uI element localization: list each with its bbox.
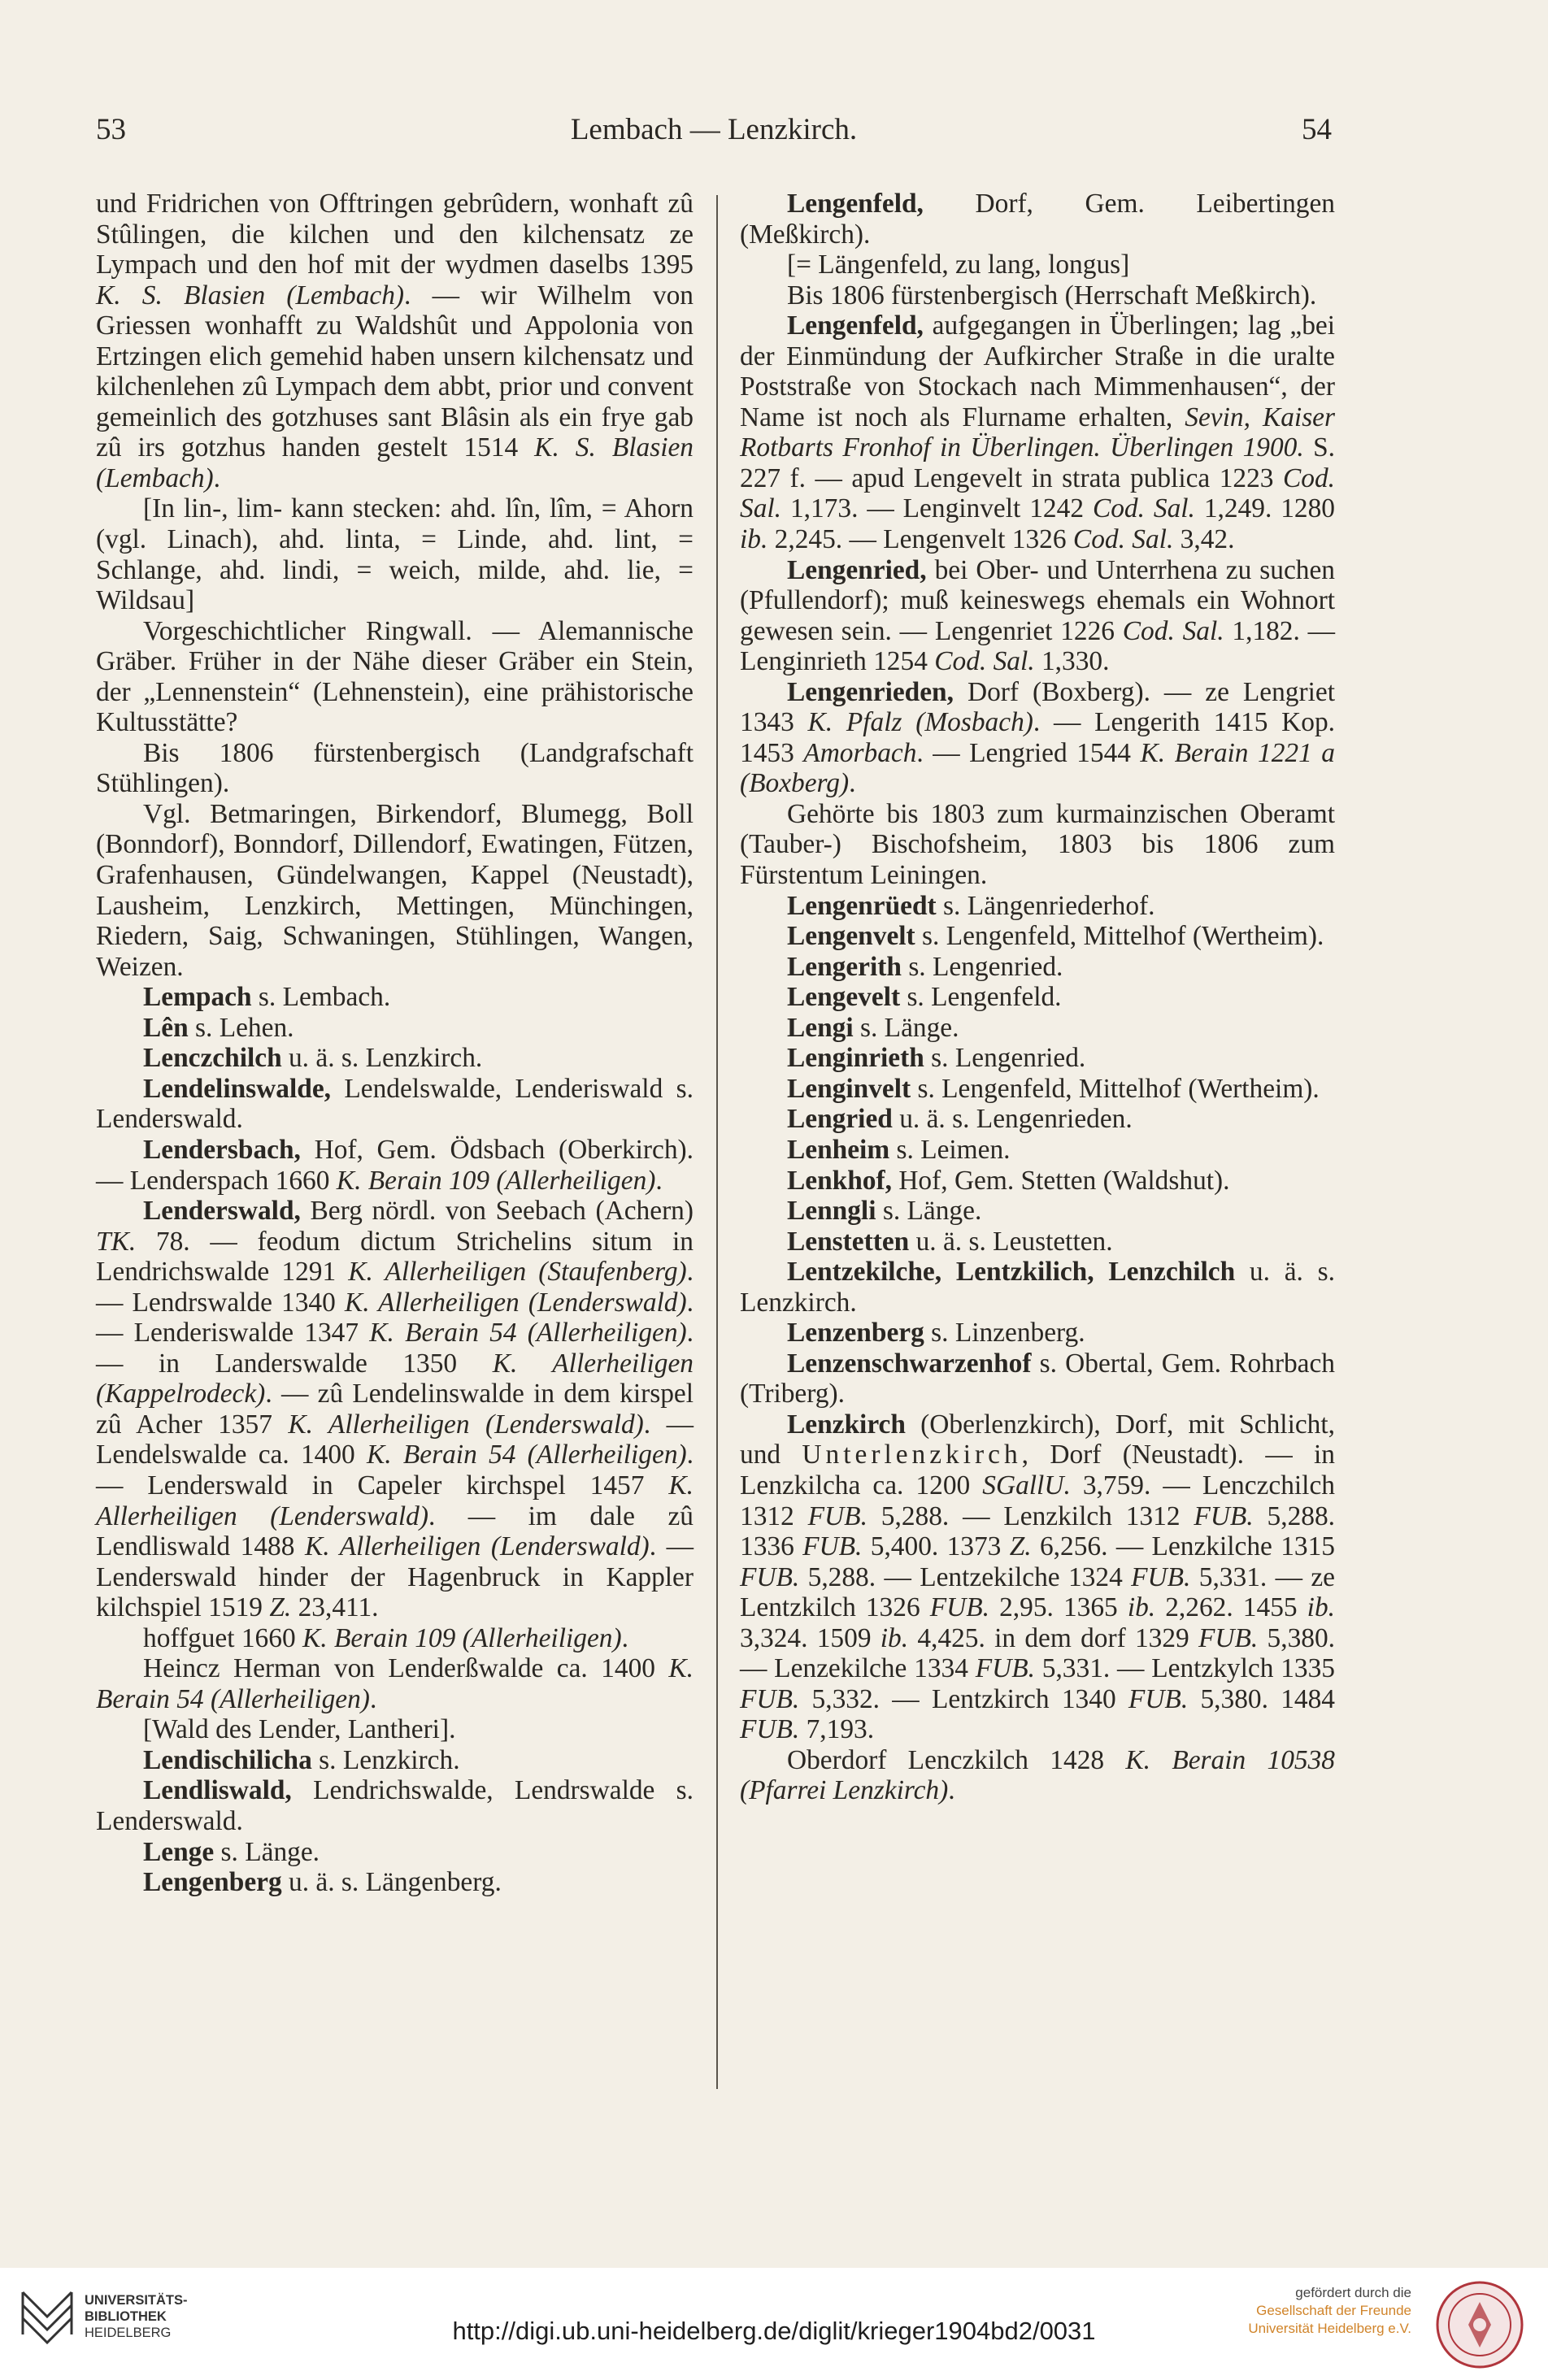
entry-text: u. ä. s. Längenberg. bbox=[281, 1867, 502, 1898]
entry-headword: Lenheim bbox=[787, 1134, 890, 1165]
university-seal-icon bbox=[1434, 2279, 1525, 2370]
entry-text: u. ä. s. Lenzkirch. bbox=[281, 1043, 483, 1074]
entry-text: s. Lenzkirch. bbox=[311, 1744, 460, 1775]
entry-headword: Lenge bbox=[143, 1836, 215, 1867]
source-citation: K. S. Blasien (Lembach) bbox=[96, 280, 405, 311]
entry-headword: Lendelinswalde, bbox=[143, 1073, 331, 1104]
entry-headword: Lengenvelt bbox=[787, 921, 915, 952]
entry-text: Vgl. Betmaringen, Birkendorf, Blumegg, Boll (Bonndorf), Bonndorf, Dillendorf, Ewatingen, Fützen, Grafenhausen, Gündelwangen, Kappel (Neustadt), Lausheim, Lenzkirch, Mettingen, Münchingen, Riedern, Saig, Schwaningen, Stühlingen, Wangen, Weizen. bbox=[96, 798, 694, 982]
source-citation: FUB. bbox=[1194, 1501, 1254, 1531]
source-citation: FUB. bbox=[807, 1501, 867, 1531]
entry-text: s. Lengenfeld. bbox=[900, 982, 1062, 1013]
entry-paragraph bbox=[740, 1257, 1335, 1318]
entry-text: hoffguet 1660 bbox=[143, 1622, 302, 1653]
entry-paragraph bbox=[740, 1043, 1335, 1074]
entry-text: . bbox=[369, 1683, 377, 1714]
entry-headword: Lenstetten bbox=[787, 1226, 910, 1257]
source-citation: K. S. Blasien (Lembach) bbox=[96, 432, 694, 493]
entry-paragraph bbox=[96, 1714, 694, 1745]
library-name-line2: BIBLIOTHEK bbox=[85, 2309, 167, 2324]
entry-text: u. ä. s. Lengenrieden. bbox=[892, 1104, 1133, 1135]
entry-paragraph bbox=[740, 921, 1335, 952]
entry-text: 5,380. — Lenzekilche 1334 bbox=[740, 1622, 1336, 1684]
entry-headword: Lengenrieden, bbox=[787, 676, 954, 707]
source-citation: K. Berain 109 (Allerheiligen) bbox=[336, 1165, 656, 1196]
entry-text: 2,245. — Lengenvelt 1326 bbox=[767, 524, 1073, 555]
source-citation: ib. bbox=[1307, 1592, 1335, 1623]
entry-headword: Lenzkirch bbox=[787, 1409, 906, 1440]
entry-paragraph bbox=[740, 1135, 1335, 1166]
entry-headword: Lenginrieth bbox=[787, 1043, 924, 1074]
entry-text: 5,400. 1373 bbox=[862, 1531, 1010, 1562]
entry-headword: Lên bbox=[143, 1012, 189, 1043]
source-citation: ib. bbox=[880, 1622, 909, 1653]
entry-headword: Lenzenberg bbox=[787, 1318, 924, 1349]
entry-text: . — in Landerswalde 1350 bbox=[96, 1318, 694, 1379]
entry-text: Gehörte bis 1803 zum kurmainzischen Oberamt (Tauber-) Bischofsheim, 1803 bis 1806 zum Fürstentum Leiningen. bbox=[740, 798, 1335, 891]
source-citation: K. Allerheiligen (Lenderswald) bbox=[344, 1287, 687, 1318]
entry-headword: Lengi bbox=[787, 1012, 854, 1043]
source-citation: K. Allerheiligen (Lenderswald) bbox=[288, 1409, 644, 1440]
spaced-name: Unterlenzkirch bbox=[802, 1440, 1022, 1470]
entry-text: . — Lenderswald in Capeler kirchspel 1457 bbox=[96, 1440, 694, 1501]
entry-headword: Lenginvelt bbox=[787, 1073, 911, 1104]
entry-paragraph bbox=[96, 1867, 694, 1898]
source-citation: K. Allerheiligen (Kappelrodeck) bbox=[96, 1348, 694, 1409]
entry-text: 5,380. 1484 bbox=[1188, 1683, 1335, 1714]
entry-text: 1,173. — Lenginvelt 1242 bbox=[781, 493, 1093, 524]
page-number-right: 54 bbox=[1302, 113, 1332, 146]
entry-text: 5,288. — Lenzkilch 1312 bbox=[867, 1501, 1194, 1531]
entry-text: 7,193. bbox=[799, 1714, 875, 1745]
entry-text: aufgegangen in Überlingen; lag „bei der Einmündung der Aufkircher Straße in die uralte Poststraße von Stockach nach Mimmenhausen“, der Name ist noch als Flurname erhalten, bbox=[740, 311, 1335, 432]
entry-text: s. Länge. bbox=[853, 1012, 959, 1043]
entry-paragraph bbox=[740, 982, 1335, 1013]
entry-text: s. Leimen. bbox=[889, 1134, 1011, 1165]
entry-text: . — Lenderiswalde 1347 bbox=[96, 1287, 694, 1349]
entry-headword: Lenzenschwarzenhof bbox=[787, 1348, 1032, 1379]
entry-headword: Lengenfeld, bbox=[787, 189, 924, 219]
entry-paragraph bbox=[96, 1196, 694, 1623]
source-citation: K. Allerheiligen (Staufenberg) bbox=[348, 1257, 687, 1288]
entry-text: 78. — feodum dictum Strichelins situm in Lendrichswalde 1291 bbox=[96, 1226, 694, 1288]
entry-text: Heincz Herman von Lenderßwalde ca. 1400 bbox=[143, 1653, 669, 1684]
entry-text: 5,331. — Lentzkylch 1335 bbox=[1034, 1653, 1335, 1684]
entry-text: 1,182. — Lenginrieth 1254 bbox=[740, 615, 1336, 677]
entry-paragraph bbox=[96, 738, 694, 799]
right-column bbox=[740, 189, 1335, 1806]
entry-text: 3,324. 1509 bbox=[740, 1622, 881, 1653]
source-citation: K. Berain 54 (Allerheiligen) bbox=[367, 1440, 687, 1470]
entry-text: (Oberlenzkirch), Dorf, mit Schlicht, und bbox=[740, 1409, 1335, 1470]
entry-paragraph bbox=[96, 982, 694, 1013]
entry-text: Lendrichswalde, Lendrswalde s. Lenderswald. bbox=[96, 1775, 694, 1836]
source-citation: FUB. bbox=[1128, 1683, 1189, 1714]
source-citation: ib. bbox=[1127, 1592, 1156, 1623]
entry-text: 6,256. — Lenzkilche 1315 bbox=[1031, 1531, 1335, 1562]
entry-text: bei Ober- und Unterrhena zu suchen (Pfullendorf); muß keineswegs ehemals ein Wohnort gewesen sein. — Lengenriet 1226 bbox=[740, 554, 1335, 646]
entry-paragraph bbox=[740, 1166, 1335, 1197]
entry-text: . bbox=[213, 463, 221, 493]
entry-text: s. Lembach. bbox=[251, 982, 391, 1013]
entry-paragraph bbox=[740, 1104, 1335, 1135]
entry-headword: Lengenberg bbox=[143, 1867, 282, 1898]
entry-text: Hof, Gem. Stetten (Waldshut). bbox=[891, 1165, 1230, 1196]
entry-text: s. Lengenfeld, Mittelhof (Wertheim). bbox=[915, 921, 1324, 952]
entry-text: 2,262. 1455 bbox=[1155, 1592, 1307, 1623]
source-citation: FUB. bbox=[740, 1683, 800, 1714]
entry-text: 5,288. 1336 bbox=[740, 1501, 1335, 1562]
entry-text: S. 227 f. — apud Lengevelt in strata publica 1223 bbox=[740, 432, 1336, 493]
entry-text: 5,288. — Lentzekilche 1324 bbox=[799, 1561, 1132, 1592]
entry-text: s. Lengenried. bbox=[901, 951, 1063, 982]
library-name-line3: HEIDELBERG bbox=[85, 2326, 172, 2340]
entry-text: [Wald des Lender, Lantheri]. bbox=[143, 1714, 456, 1745]
source-citation: Z. bbox=[269, 1592, 292, 1623]
entry-paragraph bbox=[740, 250, 1335, 280]
entry-paragraph bbox=[96, 1135, 694, 1196]
column-divider bbox=[716, 195, 718, 2089]
entry-headword: Lenngli bbox=[787, 1196, 876, 1227]
entry-paragraph bbox=[96, 799, 694, 982]
entry-paragraph bbox=[740, 799, 1335, 891]
source-citation: Cod. Sal. bbox=[934, 646, 1035, 677]
entry-text: 5,331. — ze Lentzkilch 1326 bbox=[740, 1561, 1335, 1623]
entry-paragraph bbox=[96, 1775, 694, 1836]
entry-headword: Lendliswald, bbox=[143, 1775, 292, 1806]
sponsor-name-line1: Gesellschaft der Freunde bbox=[1256, 2303, 1411, 2318]
entry-headword: Lenczchilch bbox=[143, 1043, 282, 1074]
entry-text: Dorf, Gem. Leibertingen (Meßkirch). bbox=[740, 189, 1335, 250]
entry-text: . bbox=[849, 768, 856, 799]
entry-paragraph bbox=[740, 280, 1335, 311]
source-citation: FUB. bbox=[1131, 1561, 1191, 1592]
digital-library-footer bbox=[0, 2268, 1548, 2380]
entry-text: Berg nördl. von Seebach (Achern) bbox=[300, 1196, 694, 1227]
entry-text: 23,411. bbox=[291, 1592, 379, 1623]
entry-text: 2,95. 1365 bbox=[989, 1592, 1128, 1623]
running-title: Lembach — Lenzkirch. bbox=[570, 113, 858, 146]
source-citation: TK. bbox=[96, 1226, 137, 1257]
entry-paragraph bbox=[740, 1074, 1335, 1105]
entry-text: . — wir Wilhelm von Griessen wonhafft zu Waldshût und Appolonia von Ertzingen elich gemehid haben unsern kilchensatz und kilchenlehen zû Lympach dem abbt, prior und convent gemeinlich des gotzhuses sant Blâsin als ein frye gab zû irs gotzhus handen gestelt 1514 bbox=[96, 280, 694, 463]
source-citation: SGallU. bbox=[982, 1470, 1071, 1501]
source-citation: FUB. bbox=[975, 1653, 1035, 1684]
entry-paragraph bbox=[740, 1013, 1335, 1044]
source-citation: Cod. Sal. bbox=[1092, 493, 1195, 524]
entry-headword: Lendischilicha bbox=[143, 1744, 312, 1775]
entry-text: . — Lendelswalde ca. 1400 bbox=[96, 1409, 694, 1470]
entry-paragraph bbox=[96, 493, 694, 615]
source-citation: K. Allerheiligen (Lenderswald) bbox=[96, 1470, 694, 1531]
entry-text: Dorf (Boxberg). — ze Lengriet 1343 bbox=[740, 676, 1335, 738]
sponsor-name-line2: Universität Heidelberg e.V. bbox=[1248, 2321, 1411, 2336]
entry-text: Lendelswalde, Lenderiswald s. Lenderswald. bbox=[96, 1073, 694, 1135]
source-citation: Z. bbox=[1009, 1531, 1032, 1562]
entry-paragraph bbox=[740, 1318, 1335, 1349]
entry-text: Vorgeschichtlicher Ringwall. — Alemannische Gräber. Früher in der Nähe dieser Gräber ein Stein, der „Lennenstein“ (Lehnenstein), eine prähistorische Kultusstätte? bbox=[96, 615, 694, 738]
entry-paragraph bbox=[740, 1349, 1335, 1409]
page-header bbox=[96, 112, 1332, 153]
source-citation: Sevin, Kaiser Rotbarts Fronhof in Überlingen. Überlingen 1900. bbox=[740, 402, 1335, 463]
entry-text: 3,42. bbox=[1173, 524, 1235, 555]
entry-paragraph bbox=[96, 616, 694, 738]
source-citation: K. Pfalz (Mosbach) bbox=[807, 707, 1033, 738]
entry-text: s. Länge. bbox=[214, 1836, 320, 1867]
source-citation: Cod. Sal. bbox=[1072, 524, 1174, 555]
entry-paragraph bbox=[740, 1745, 1335, 1806]
source-citation: K. Berain 109 (Allerheiligen) bbox=[302, 1622, 622, 1653]
entry-headword: Lengenried, bbox=[787, 554, 927, 585]
entry-headword: Lendersbach, bbox=[143, 1134, 301, 1165]
entry-paragraph bbox=[740, 189, 1335, 250]
entry-text: . — zû Lendelinswalde in dem kirspel zû Acher 1357 bbox=[96, 1379, 694, 1440]
entry-headword: Lempach bbox=[143, 982, 252, 1013]
entry-text: , Dorf (Neustadt). — in Lenzkilcha ca. 1200 bbox=[740, 1440, 1336, 1501]
source-citation: FUB. bbox=[929, 1592, 989, 1623]
entry-headword: Lenderswald, bbox=[143, 1196, 301, 1227]
entry-headword: Lengevelt bbox=[787, 982, 901, 1013]
entry-text: s. Linzenberg. bbox=[924, 1318, 1085, 1349]
entry-text: und Fridrichen von Offtringen gebrûdern, wonhaft zû Stûlingen, die kilchen und den kilchensatz ze Lympach und den hof mit der wydmen daselbs 1395 bbox=[96, 189, 694, 280]
source-citation: FUB. bbox=[740, 1714, 800, 1745]
sponsor-prefix: gefördert durch die bbox=[1295, 2285, 1411, 2300]
left-column bbox=[96, 189, 694, 1898]
entry-text: . bbox=[655, 1165, 663, 1196]
source-citation: FUB. bbox=[802, 1531, 863, 1562]
entry-text: Bis 1806 fürstenbergisch (Herrschaft Meßkirch). bbox=[787, 280, 1317, 311]
entry-text: 1,330. bbox=[1034, 646, 1110, 677]
entry-paragraph bbox=[740, 952, 1335, 983]
library-name-line1: UNIVERSITÄTS- bbox=[85, 2293, 188, 2308]
entry-text: s. Obertal, Gem. Rohrbach (Triberg). bbox=[740, 1348, 1335, 1409]
entry-paragraph bbox=[96, 1074, 694, 1135]
entry-text: 3,759. — Lenczchilch 1312 bbox=[740, 1470, 1335, 1531]
source-citation: K. Berain 1221 a (Boxberg) bbox=[740, 737, 1335, 799]
entry-paragraph bbox=[96, 1013, 694, 1044]
source-citation: Cod. Sal. bbox=[740, 463, 1335, 524]
entry-paragraph bbox=[96, 1623, 694, 1654]
entry-headword: Lenkhof, bbox=[787, 1165, 892, 1196]
entry-paragraph bbox=[740, 1409, 1335, 1745]
source-citation: FUB. bbox=[740, 1561, 800, 1592]
entry-paragraph bbox=[96, 1745, 694, 1776]
page-number-left: 53 bbox=[96, 113, 126, 146]
entry-text: u. ä. s. Leustetten. bbox=[909, 1226, 1113, 1257]
entry-text: Bis 1806 fürstenbergisch (Landgrafschaft Stühlingen). bbox=[96, 737, 694, 799]
entry-paragraph bbox=[96, 1043, 694, 1074]
entry-paragraph bbox=[740, 677, 1335, 799]
source-citation: Amorbach bbox=[803, 737, 917, 768]
entry-paragraph bbox=[740, 555, 1335, 677]
source-citation: ib. bbox=[740, 524, 768, 555]
entry-text: s. Längenriederhof. bbox=[936, 890, 1155, 921]
entry-paragraph bbox=[740, 1227, 1335, 1257]
entry-text: 1,249. 1280 bbox=[1194, 493, 1335, 524]
entry-text: . bbox=[948, 1775, 955, 1806]
entry-text: Hof, Gem. Ödsbach (Oberkirch). — Lenderspach 1660 bbox=[96, 1134, 694, 1196]
sponsor-note bbox=[1200, 2284, 1411, 2338]
entry-paragraph bbox=[740, 311, 1335, 554]
entry-text: . — Lengerith 1415 Kop. 1453 bbox=[740, 707, 1335, 768]
entry-paragraph bbox=[740, 891, 1335, 922]
entry-headword: Lentzekilche, Lentzkilich, Lenzchilch bbox=[787, 1257, 1236, 1288]
entry-text: . — Lendrswalde 1340 bbox=[96, 1257, 694, 1318]
entry-paragraph bbox=[96, 1837, 694, 1868]
entry-paragraph bbox=[96, 1653, 694, 1714]
entry-headword: Lengried bbox=[787, 1104, 893, 1135]
entry-text: . — Lenderswald hinder der Hagenbruck in Kappler kilchspiel 1519 bbox=[96, 1531, 694, 1623]
permalink-url[interactable]: http://digi.ub.uni-heidelberg.de/diglit/krieger1904bd2/0031 bbox=[452, 2317, 1096, 2345]
entry-text: s. Länge. bbox=[876, 1196, 982, 1227]
entry-headword: Lengenrüedt bbox=[787, 890, 937, 921]
source-citation: K. Berain 54 (Allerheiligen) bbox=[96, 1653, 694, 1714]
entry-text: Oberdorf Lenczkilch 1428 bbox=[787, 1744, 1126, 1775]
entry-text: . bbox=[621, 1622, 628, 1653]
entry-text: . — Lengried 1544 bbox=[916, 737, 1141, 768]
source-citation: K. Allerheiligen (Lenderswald) bbox=[305, 1531, 650, 1562]
entry-paragraph bbox=[96, 189, 694, 493]
entry-text: s. Lengenfeld, Mittelhof (Wertheim). bbox=[911, 1073, 1320, 1104]
entry-headword: Lengerith bbox=[787, 951, 902, 982]
entry-text: s. Lehen. bbox=[188, 1012, 294, 1043]
entry-text: s. Lengenried. bbox=[924, 1043, 1086, 1074]
entry-headword: Lengenfeld, bbox=[787, 311, 924, 341]
entry-text: [= Längenfeld, zu lang, longus] bbox=[787, 250, 1130, 280]
entry-text: 4,425. in dem dorf 1329 bbox=[908, 1622, 1199, 1653]
entry-text: u. ä. s. Lenzkirch. bbox=[740, 1257, 1335, 1318]
entry-text: [In lin-, lim- kann stecken: ahd. lîn, lîm, = Ahorn (vgl. Linach), ahd. linta, = Linde, ahd. lint, = Schlange, ahd. lindi, = weich, milde, ahd. lie, = Wildsau] bbox=[96, 493, 694, 616]
entry-text: 5,332. — Lentzkirch 1340 bbox=[799, 1683, 1128, 1714]
source-citation: K. Berain 54 (Allerheiligen) bbox=[369, 1318, 687, 1349]
source-citation: FUB. bbox=[1198, 1622, 1259, 1653]
entry-text: . — im dale zû Lendliswald 1488 bbox=[96, 1501, 694, 1562]
source-citation: K. Berain 10538 (Pfarrei Lenzkirch) bbox=[740, 1744, 1335, 1806]
entry-paragraph bbox=[740, 1196, 1335, 1227]
source-citation: Cod. Sal. bbox=[1122, 615, 1224, 646]
